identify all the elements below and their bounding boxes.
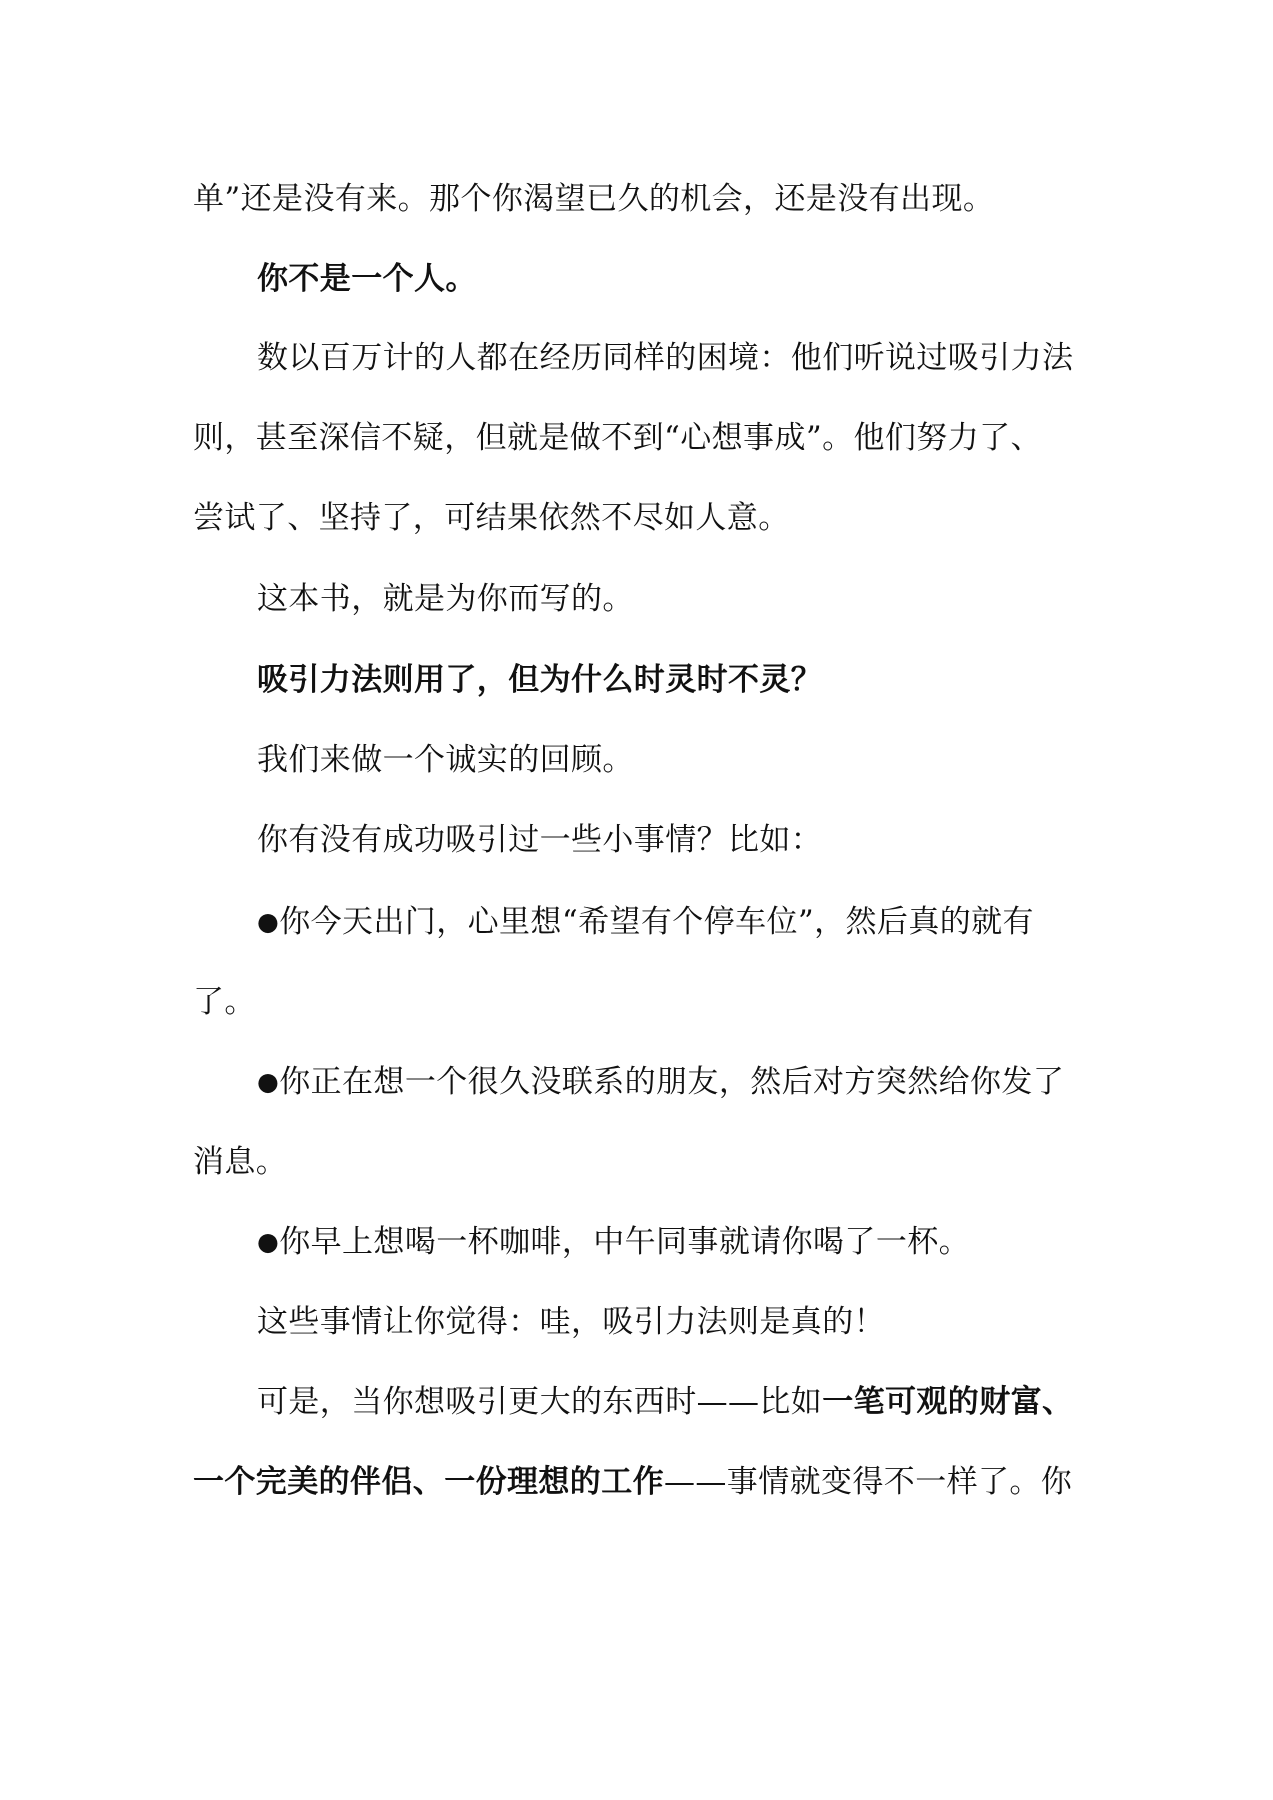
paragraph-line xyxy=(257,1382,1083,1422)
heading-line: 吸引力法则用了，但为什么时灵时不灵？ xyxy=(257,662,823,698)
paragraph-line: 你有没有成功吸引过一些小事情？比如： xyxy=(257,822,823,858)
heading-line: 你不是一个人。 xyxy=(257,261,477,297)
paragraph-line xyxy=(193,1462,1083,1502)
text-normal: 可是，当你想吸引更大的东西时——比如 xyxy=(257,1384,823,1420)
paragraph-line: 这些事情让你觉得：哇，吸引力法则是真的！ xyxy=(257,1304,885,1340)
list-item-text: 你早上想喝一杯咖啡，中午同事就请你喝了一杯。 xyxy=(279,1224,971,1260)
list-item xyxy=(257,1222,1083,1262)
list-item-text: 你今天出门，心里想“希望有个停车位”，然后真的就有 xyxy=(279,904,1034,940)
text-normal: ——事情就变得不一样了。你 xyxy=(664,1464,1073,1500)
list-item xyxy=(257,902,1083,942)
bullet-icon: ● xyxy=(257,1227,280,1256)
paragraph-line: 单”还是没有来。那个你渴望已久的机会，还是没有出现。 xyxy=(193,181,995,217)
paragraph-line: 我们来做一个诚实的回顾。 xyxy=(257,742,634,778)
paragraph-line: 这本书，就是为你而写的。 xyxy=(257,581,634,617)
paragraph-line: 则，甚至深信不疑，但就是做不到“心想事成”。他们努力了、 xyxy=(193,420,1042,456)
list-item-text: 你正在想一个很久没联系的朋友，然后对方突然给你发了 xyxy=(279,1064,1065,1100)
list-item xyxy=(257,1062,1083,1102)
paragraph-line: 数以百万计的人都在经历同样的困境：他们听说过吸引力法 xyxy=(257,340,1074,376)
bullet-icon: ● xyxy=(257,907,280,936)
text-bold: 一笔可观的财富、 xyxy=(822,1384,1074,1420)
list-item-continuation: 了。 xyxy=(193,984,256,1020)
document-page xyxy=(193,0,1083,1800)
bullet-icon: ● xyxy=(257,1067,280,1096)
paragraph-line: 尝试了、坚持了，可结果依然不尽如人意。 xyxy=(193,500,790,536)
list-item-continuation: 消息。 xyxy=(193,1144,288,1180)
text-bold: 一个完美的伴侣、一份理想的工作 xyxy=(193,1464,664,1500)
